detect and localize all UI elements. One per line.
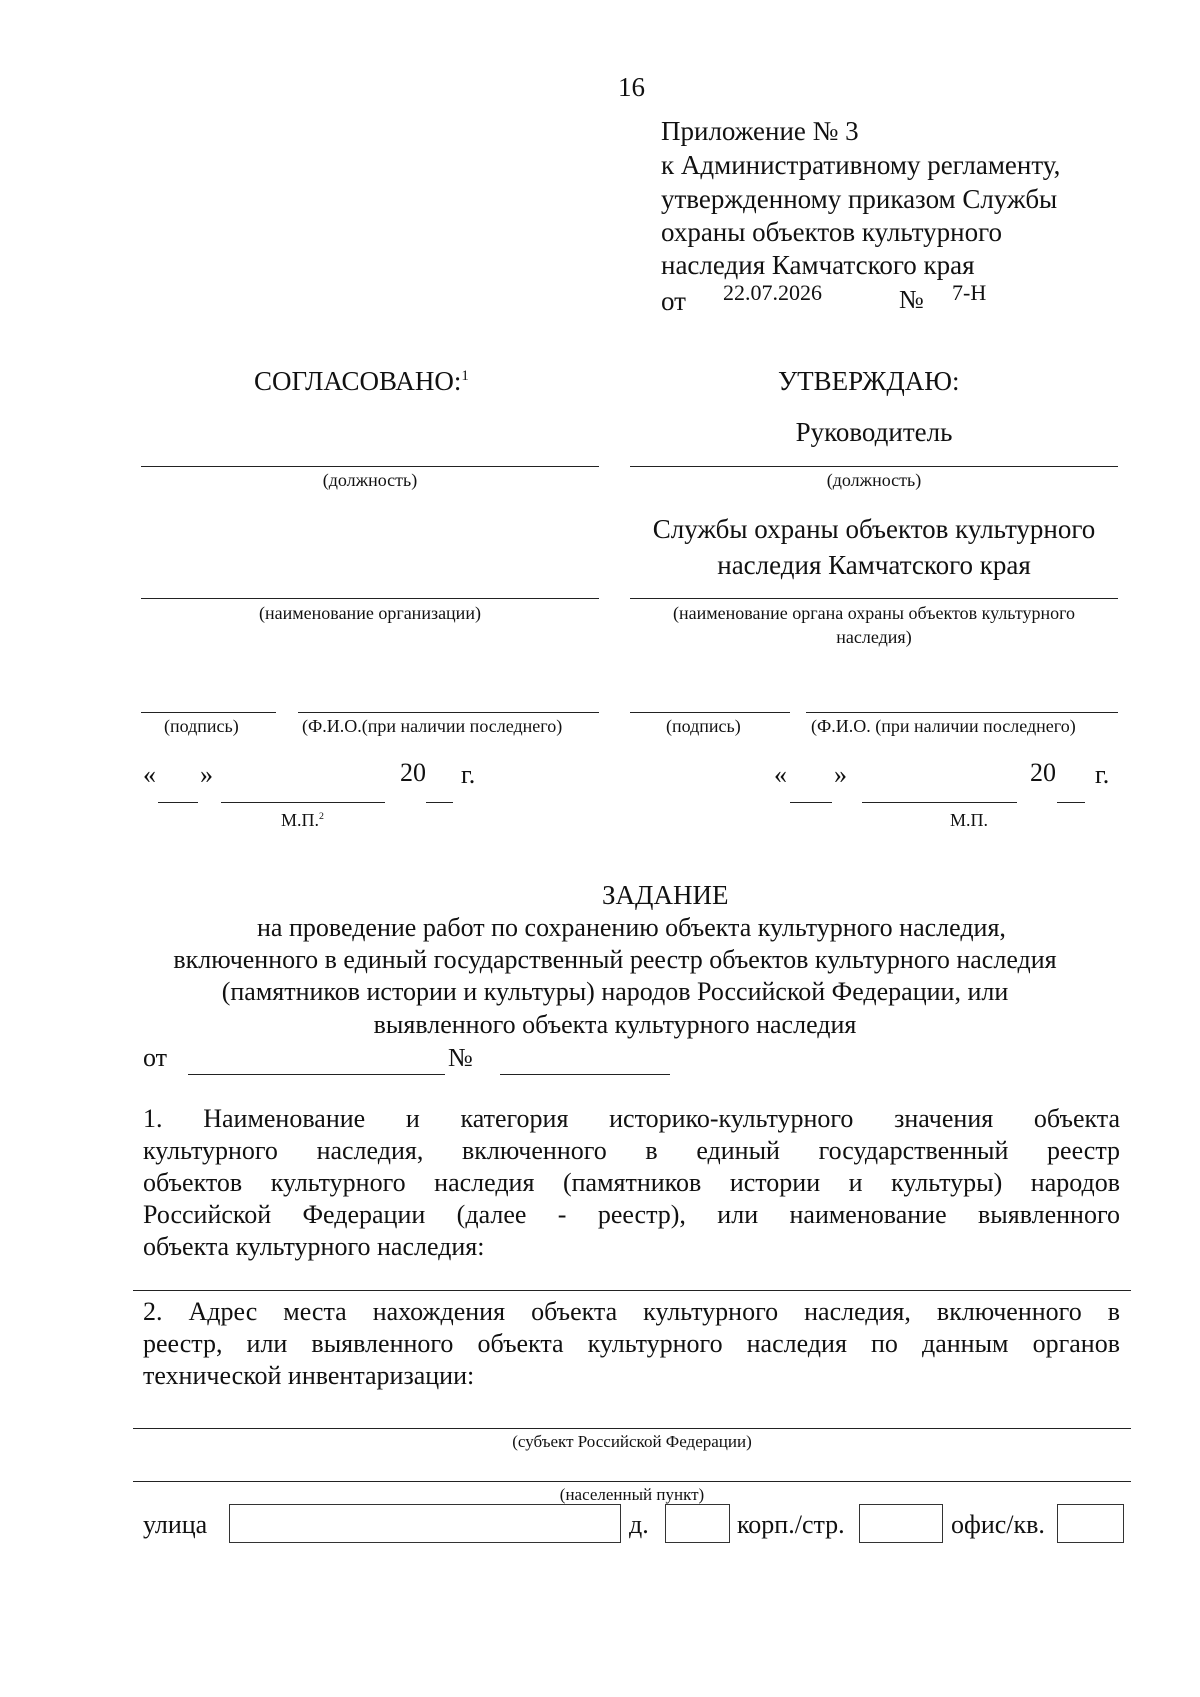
- task-subtitle-line: (памятников истории и культуры) народов Российской Федерации, или: [221, 977, 1009, 1006]
- task-subtitle-line: включенного в единый государственный реестр объектов культурного наследия: [173, 945, 1057, 974]
- locality-field-line[interactable]: [133, 1481, 1131, 1482]
- section-2-line: реестр, или выявленного объекта культурного наследия по данным органов: [143, 1329, 1120, 1358]
- task-number-sign: №: [448, 1043, 473, 1072]
- task-number-line: [500, 1074, 670, 1075]
- appendix-line: к Административному регламенту,: [661, 150, 1061, 180]
- building-label: корп./стр.: [737, 1510, 845, 1539]
- section-1-line: культурного наследия, включенного в единый государственный реестр: [143, 1136, 1120, 1165]
- building-input[interactable]: [859, 1504, 943, 1543]
- task-date-prefix: от: [143, 1043, 168, 1072]
- agreed-date-close-quote: »: [200, 760, 213, 789]
- agreed-signature-line: [141, 712, 276, 713]
- task-date-line: [188, 1074, 445, 1075]
- approve-org-caption: наследия): [836, 627, 912, 647]
- approve-signature-line: [630, 712, 790, 713]
- agreed-org-caption: (наименование организации): [259, 603, 481, 623]
- approve-name-caption: (Ф.И.О. (при наличии последнего): [811, 716, 1076, 736]
- agreed-heading-text: СОГЛАСОВАНО:: [254, 366, 462, 396]
- appendix-date: 22.07.2026: [723, 280, 822, 305]
- agreed-day-line: [158, 802, 198, 803]
- approve-heading: УТВЕРЖДАЮ:: [778, 366, 960, 396]
- section-2-line: 2. Адрес места нахождения объекта культурного наследия, включенного в: [143, 1297, 1120, 1326]
- appendix-line: охраны объектов культурного: [661, 217, 1002, 247]
- agreed-position-caption: (должность): [322, 470, 418, 490]
- approve-year-line: [1057, 802, 1085, 803]
- appendix-line: утвержденному приказом Службы: [661, 184, 1058, 214]
- footnote-ref: 2: [319, 811, 324, 822]
- task-subtitle-line: на проведение работ по сохранению объекта культурного наследия,: [257, 913, 1006, 942]
- house-input[interactable]: [665, 1504, 730, 1543]
- office-input[interactable]: [1057, 1504, 1124, 1543]
- task-title: ЗАДАНИЕ: [602, 880, 729, 910]
- agreed-name-line: [298, 712, 599, 713]
- house-label: д.: [629, 1510, 649, 1539]
- section-1-answer-line: [133, 1290, 1131, 1291]
- locality-caption: (населенный пункт): [559, 1485, 705, 1504]
- agreed-month-line: [221, 802, 385, 803]
- appendix-title: Приложение № 3: [661, 116, 859, 146]
- agreed-name-caption: (Ф.И.О.(при наличии последнего): [302, 716, 563, 736]
- appendix-line: наследия Камчатского края: [661, 250, 975, 280]
- agreed-signature-caption: (подпись): [164, 716, 239, 736]
- section-1-line: объектов культурного наследия (памятников истории и культуры) народов: [143, 1168, 1120, 1197]
- approve-position-caption: (должность): [826, 470, 922, 490]
- task-subtitle-line: выявленного объекта культурного наследия: [373, 1010, 857, 1039]
- approve-name-line: [806, 712, 1118, 713]
- page-number: 16: [618, 72, 645, 102]
- agreed-year-line: [426, 802, 453, 803]
- section-1-line: Российской Федерации (далее - реестр), или наименование выявленного: [143, 1200, 1120, 1229]
- footnote-ref: 1: [461, 368, 469, 384]
- agreed-year-suffix: г.: [461, 760, 476, 789]
- approve-org-value: Службы охраны объектов культурного: [652, 514, 1096, 544]
- agreed-position-line: [141, 466, 599, 467]
- approve-org-value: наследия Камчатского края: [717, 550, 1031, 580]
- section-1-line: объекта культурного наследия:: [143, 1232, 485, 1261]
- street-input[interactable]: [229, 1504, 621, 1543]
- approve-date-close-quote: »: [834, 760, 847, 789]
- approve-org-line: [630, 598, 1118, 599]
- approve-month-line: [862, 802, 1017, 803]
- agreed-heading: [254, 366, 469, 397]
- agreed-org-line: [141, 598, 599, 599]
- appendix-number-sign: №: [899, 285, 924, 314]
- approve-position-value: Руководитель: [795, 417, 953, 447]
- appendix-date-prefix: от: [661, 286, 686, 316]
- agreed-year-prefix: 20: [400, 758, 426, 787]
- agreed-date-open-quote: «: [143, 760, 156, 789]
- agreed-stamp-text: М.П.: [281, 810, 320, 830]
- street-label: улица: [143, 1510, 208, 1539]
- agreed-stamp: [281, 810, 324, 831]
- approve-year-suffix: г.: [1095, 760, 1110, 789]
- approve-day-line: [790, 802, 832, 803]
- subject-field-line[interactable]: [133, 1428, 1131, 1429]
- approve-year-prefix: 20: [1030, 758, 1056, 787]
- appendix-number: 7-Н: [952, 280, 987, 305]
- approve-stamp: М.П.: [950, 810, 989, 830]
- approve-signature-caption: (подпись): [666, 716, 741, 736]
- subject-caption: (субъект Российской Федерации): [512, 1432, 752, 1451]
- approve-position-line: [630, 466, 1118, 467]
- approve-org-caption: (наименование органа охраны объектов культурного: [672, 603, 1076, 623]
- office-label: офис/кв.: [951, 1510, 1045, 1539]
- section-2-line: технической инвентаризации:: [143, 1361, 475, 1390]
- approve-date-open-quote: «: [774, 760, 787, 789]
- section-1-line: 1. Наименование и категория историко-культурного значения объекта: [143, 1104, 1120, 1133]
